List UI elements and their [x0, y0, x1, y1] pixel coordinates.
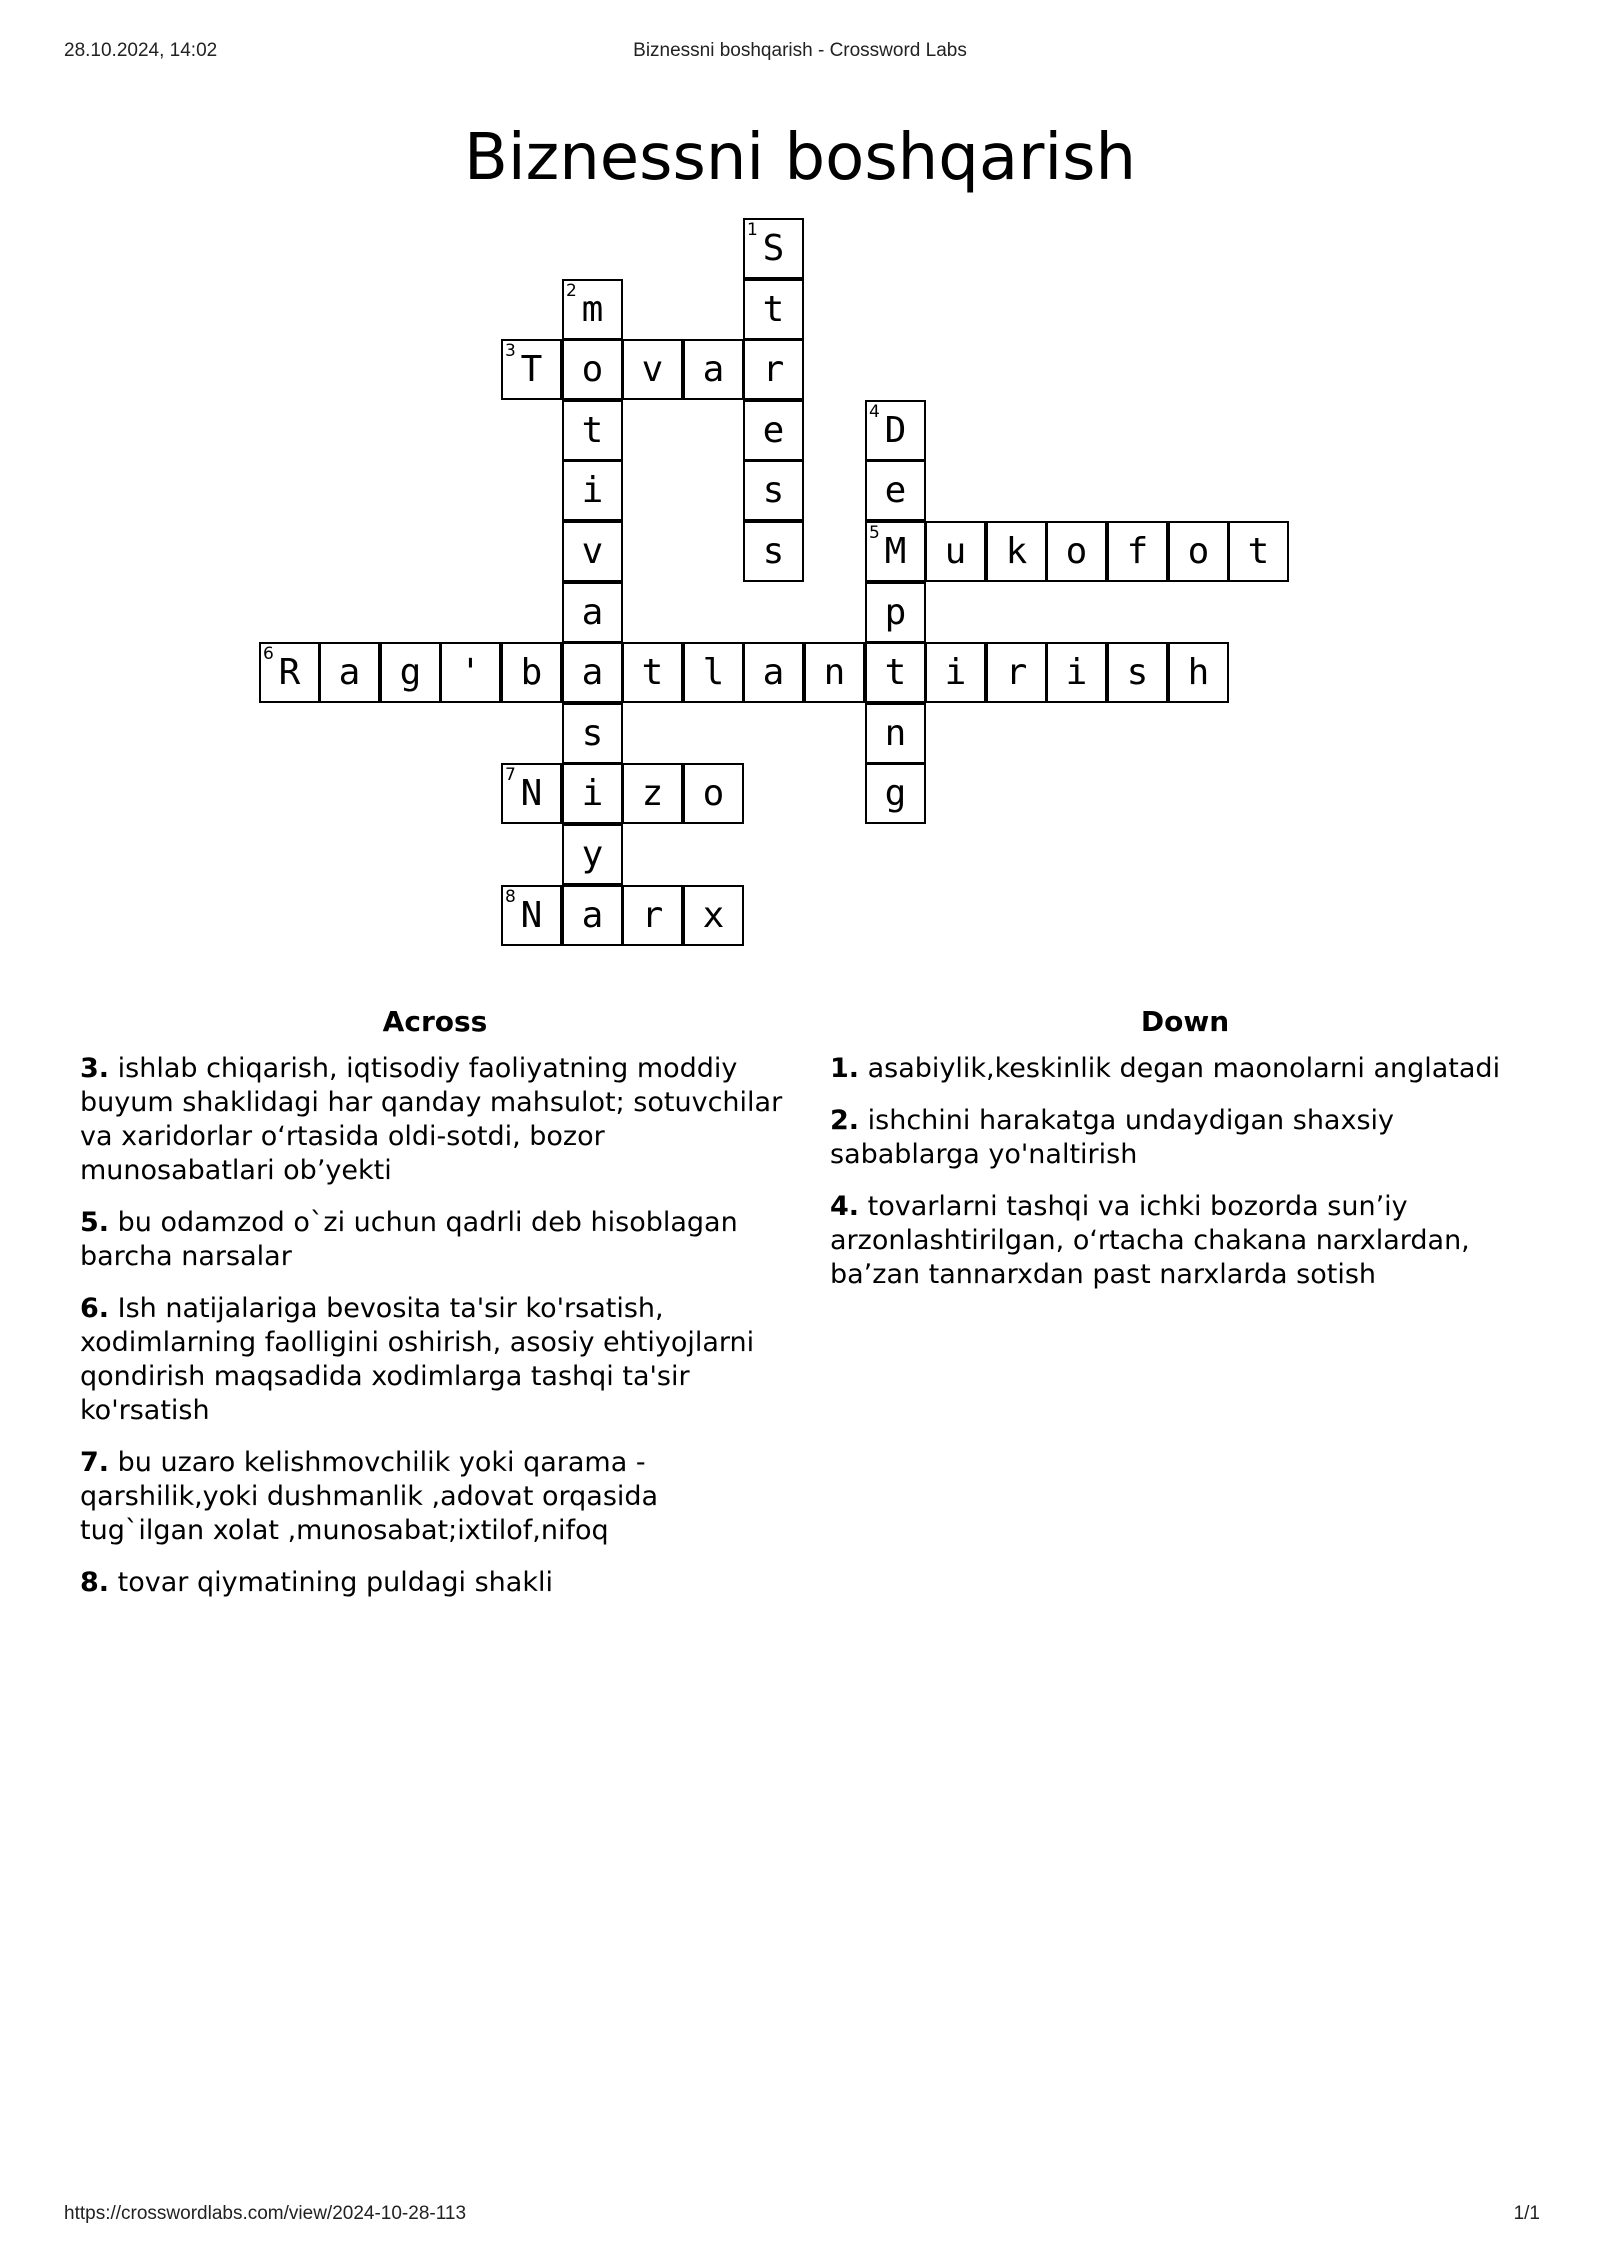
cell-letter: m — [581, 289, 604, 330]
cell-letter: a — [581, 895, 604, 936]
cell-letter: g — [884, 773, 907, 814]
cell-letter: v — [641, 349, 664, 390]
cell-letter: M — [884, 531, 907, 572]
cell-letter: a — [762, 652, 785, 693]
cell-letter: T — [520, 349, 543, 390]
grid-cell — [1228, 521, 1289, 582]
grid-cell — [865, 460, 926, 521]
grid-cell — [562, 763, 623, 824]
cell-letter: i — [581, 470, 604, 511]
grid-cell — [683, 339, 744, 400]
grid-cell — [380, 642, 441, 703]
grid-cell — [259, 642, 320, 703]
cell-letter: t — [641, 652, 664, 693]
clue-text: tovar qiymatining puldagi shakli — [117, 1567, 553, 1598]
cell-letter: o — [702, 773, 725, 814]
cell-letter: t — [762, 289, 785, 330]
clue-text: asabiylik,keskinlik degan maonolarni anglatadi — [867, 1053, 1501, 1084]
clue-number: 8. — [80, 1567, 110, 1598]
print-datetime: 28.10.2024, 14:02 — [64, 40, 218, 61]
cell-number: 3 — [505, 341, 516, 361]
cell-letter: s — [581, 713, 604, 754]
grid-cell — [562, 460, 623, 521]
clue-number: 4. — [830, 1191, 860, 1222]
cell-letter: v — [581, 531, 604, 572]
grid-cell — [562, 885, 623, 946]
cell-letter: s — [762, 470, 785, 511]
cell-number: 4 — [869, 402, 880, 422]
clue-across-5 — [80, 1206, 790, 1274]
grid-cell — [865, 582, 926, 643]
grid-cell — [562, 400, 623, 461]
clue-number: 5. — [80, 1207, 110, 1238]
cell-letter: t — [1247, 531, 1270, 572]
grid-cell — [562, 339, 623, 400]
clue-number: 6. — [80, 1293, 110, 1324]
grid-cell — [865, 642, 926, 703]
clue-text: tovarlarni tashqi va ichki bozorda sunʼiy arzonlashtirilgan, oʻrtacha chakana narxlardan, baʼzan tannarxdan past narxlarda sotish — [830, 1191, 1470, 1290]
grid-cell — [1107, 642, 1168, 703]
grid-cell — [743, 218, 804, 279]
grid-cell — [804, 642, 865, 703]
cell-letter: s — [1126, 652, 1149, 693]
grid-cell — [743, 339, 804, 400]
grid-cell — [1107, 521, 1168, 582]
down-clues — [830, 1005, 1540, 1310]
cell-letter: l — [702, 652, 725, 693]
grid-cell — [562, 521, 623, 582]
clue-across-3 — [80, 1052, 790, 1188]
grid-cell — [865, 521, 926, 582]
grid-cell — [1046, 642, 1107, 703]
cell-letter: N — [520, 773, 543, 814]
across-heading: Across — [382, 1005, 488, 1038]
grid-cell — [743, 400, 804, 461]
cell-letter: x — [702, 895, 725, 936]
clue-number: 3. — [80, 1053, 110, 1084]
grid-cell — [986, 521, 1047, 582]
cell-letter: t — [581, 410, 604, 451]
cell-letter: n — [884, 713, 907, 754]
across-clues — [80, 1005, 790, 1618]
print-url: https://crosswordlabs.com/view/2024-10-28-113 — [64, 2203, 467, 2224]
grid-cell — [501, 642, 562, 703]
cell-letter: r — [762, 349, 785, 390]
grid-cell — [743, 460, 804, 521]
cell-letter: y — [581, 834, 604, 875]
grid-cell — [1046, 521, 1107, 582]
grid-cell — [501, 885, 562, 946]
cell-letter: i — [944, 652, 967, 693]
grid-cell — [501, 763, 562, 824]
grid-cell — [562, 824, 623, 885]
grid-cell — [925, 521, 986, 582]
grid-cell — [319, 642, 380, 703]
grid-cell — [622, 885, 683, 946]
grid-cell — [743, 642, 804, 703]
clue-text: Ish natijalariga bevosita ta'sir ko'rsatish, xodimlarning faolligini oshirish, asosiy ehtiyojlarni qondirish maqsadida xodimlarga tashqi ta'sir ko'rsatish — [80, 1293, 755, 1426]
clue-text: ishchini harakatga undaydigan shaxsiy sabablarga yo'naltirish — [830, 1105, 1394, 1170]
cell-letter: z — [641, 773, 664, 814]
cell-letter: a — [581, 592, 604, 633]
clue-number: 7. — [80, 1447, 110, 1478]
grid-cell — [562, 279, 623, 340]
print-page-title: Biznessni boshqarish - Crossword Labs — [633, 40, 967, 61]
cell-letter: a — [702, 349, 725, 390]
cell-letter: i — [581, 773, 604, 814]
cell-letter: i — [1065, 652, 1088, 693]
cell-letter: a — [581, 652, 604, 693]
print-page-number: 1/1 — [1513, 2203, 1540, 2224]
clue-number: 1. — [830, 1053, 860, 1084]
grid-cell — [865, 400, 926, 461]
grid-cell — [865, 703, 926, 764]
cell-letter: n — [823, 652, 846, 693]
cell-number: 6 — [263, 644, 274, 664]
cell-letter: p — [884, 592, 907, 633]
grid-cell — [925, 642, 986, 703]
grid-cell — [986, 642, 1047, 703]
grid-cell — [622, 339, 683, 400]
cell-number: 1 — [747, 220, 758, 240]
cell-number: 7 — [505, 765, 516, 785]
cell-letter: e — [884, 470, 907, 511]
grid-cell — [743, 279, 804, 340]
cell-number: 2 — [566, 281, 577, 301]
cell-letter: r — [1005, 652, 1028, 693]
grid-cell — [683, 642, 744, 703]
page-title: Biznessni boshqarish — [463, 120, 1137, 195]
clue-text: ishlab chiqarish, iqtisodiy faoliyatning moddiy buyum shaklidagi har qanday mahsulot; sotuvchilar va xaridorlar oʻrtasida oldi-sotdi, bozor munosabatlari obʼyekti — [80, 1053, 783, 1186]
cell-letter: ' — [459, 652, 482, 693]
cell-letter: r — [641, 895, 664, 936]
clue-across-7 — [80, 1446, 790, 1548]
grid-cell — [501, 339, 562, 400]
clue-across-6 — [80, 1292, 790, 1428]
cell-letter: N — [520, 895, 543, 936]
cell-number: 8 — [505, 887, 516, 907]
grid-cell — [622, 763, 683, 824]
grid-cell — [683, 763, 744, 824]
cell-letter: k — [1005, 531, 1028, 572]
clue-down-4 — [830, 1190, 1540, 1292]
grid-cell — [865, 763, 926, 824]
clue-number: 2. — [830, 1105, 860, 1136]
cell-letter: b — [520, 652, 543, 693]
cell-letter: u — [944, 531, 967, 572]
grid-cell — [440, 642, 501, 703]
grid-cell — [562, 582, 623, 643]
grid-cell — [1168, 521, 1229, 582]
clue-down-1 — [830, 1052, 1540, 1086]
cell-letter: D — [884, 410, 907, 451]
cell-letter: o — [581, 349, 604, 390]
grid-cell — [562, 703, 623, 764]
cell-letter: o — [1065, 531, 1088, 572]
clue-text: bu odamzod o`zi uchun qadrli deb hisoblagan barcha narsalar — [80, 1207, 738, 1272]
cell-letter: S — [762, 228, 785, 269]
grid-cell — [622, 642, 683, 703]
grid-cell — [1168, 642, 1229, 703]
clue-down-2 — [830, 1104, 1540, 1172]
cell-letter: R — [278, 652, 301, 693]
down-heading: Down — [1140, 1005, 1230, 1038]
grid-cell — [743, 521, 804, 582]
clue-text: bu uzaro kelishmovchilik yoki qarama - qarshilik,yoki dushmanlik ,adovat orqasida tug`ilgan xolat ,munosabat;ixtilof,nifoq — [80, 1447, 659, 1546]
crossword-grid — [0, 0, 1600, 1000]
cell-letter: e — [762, 410, 785, 451]
cell-number: 5 — [869, 523, 880, 543]
cell-letter: a — [338, 652, 361, 693]
clue-across-8 — [80, 1566, 790, 1600]
cell-letter: g — [399, 652, 422, 693]
cell-letter: h — [1187, 652, 1210, 693]
cell-letter: o — [1187, 531, 1210, 572]
cell-letter: f — [1126, 531, 1149, 572]
cell-letter: s — [762, 531, 785, 572]
grid-cell — [562, 642, 623, 703]
grid-cell — [683, 885, 744, 946]
cell-letter: t — [884, 652, 907, 693]
